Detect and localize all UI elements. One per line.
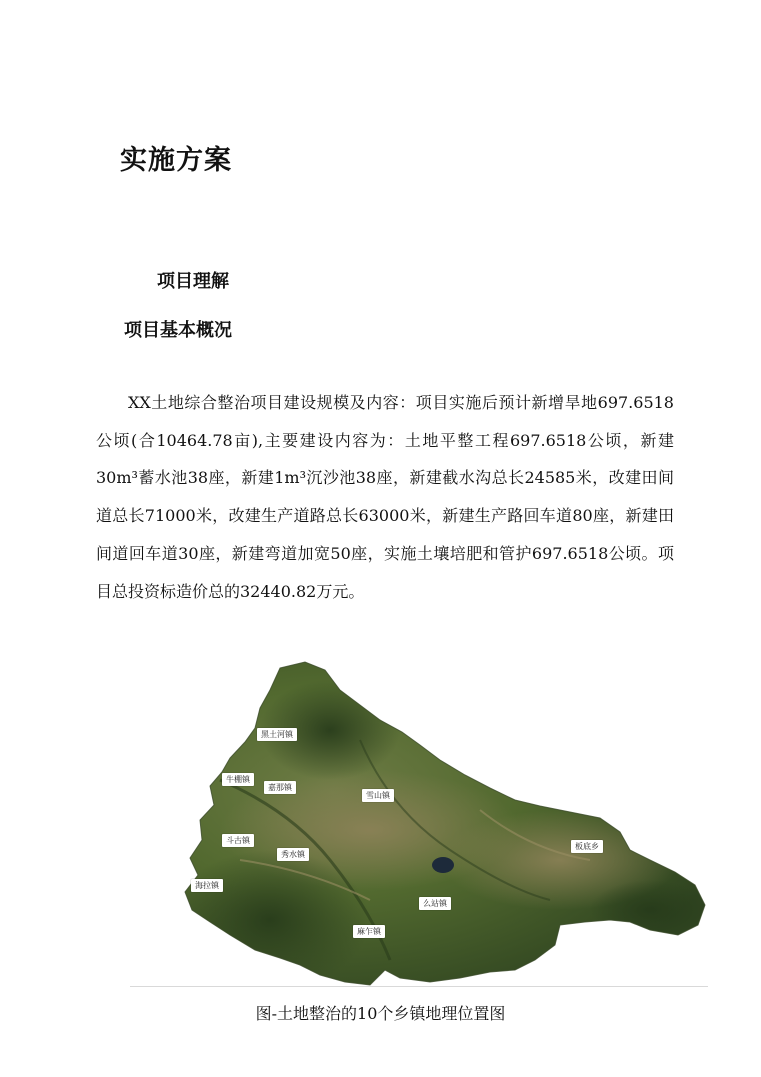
lake — [432, 857, 454, 873]
map-label-heituhe: 黑土河镇 — [257, 728, 297, 741]
map-terrain — [130, 660, 710, 990]
map-label-jiana: 嘉那镇 — [264, 781, 296, 794]
map-label-bandi: 板底乡 — [571, 840, 603, 853]
map-label-xiushui: 秀水镇 — [277, 848, 309, 861]
map-label-dougu: 斗古镇 — [222, 834, 254, 847]
subsection-heading: 项目基本概况 — [124, 320, 232, 341]
map-label-mazha: 麻乍镇 — [353, 925, 385, 938]
satellite-map — [130, 660, 710, 990]
map-label-xueshan: 雪山镇 — [362, 789, 394, 802]
figure-baseline — [130, 986, 708, 987]
figure-caption: 图-土地整治的10个乡镇地理位置图 — [255, 1004, 506, 1023]
page-title: 实施方案 — [120, 145, 232, 176]
map-label-yaozhan: 么站镇 — [419, 897, 451, 910]
map-label-haila: 海拉镇 — [191, 879, 223, 892]
body-paragraph: XX土地综合整治项目建设规模及内容：项目实施后预计新增旱地697.6518公顷(合10464.78亩),主要建设内容为：土地平整工程697.6518公顷，新建30m³蓄水池38座，新建1m³沉沙池38座，新建截水沟总长24585米，改建田间道总长71000米，改建生产道路总长63000米，新建生产路回车道80座，新建田间道回车道30座，新建弯道加宽50座，实施土壤培肥和管护697.6518公顷。项目总投资标造价总的32440.82万元。 — [96, 393, 674, 601]
map-label-niupeng: 牛棚镇 — [222, 773, 254, 786]
section-heading: 项目理解 — [157, 271, 229, 292]
